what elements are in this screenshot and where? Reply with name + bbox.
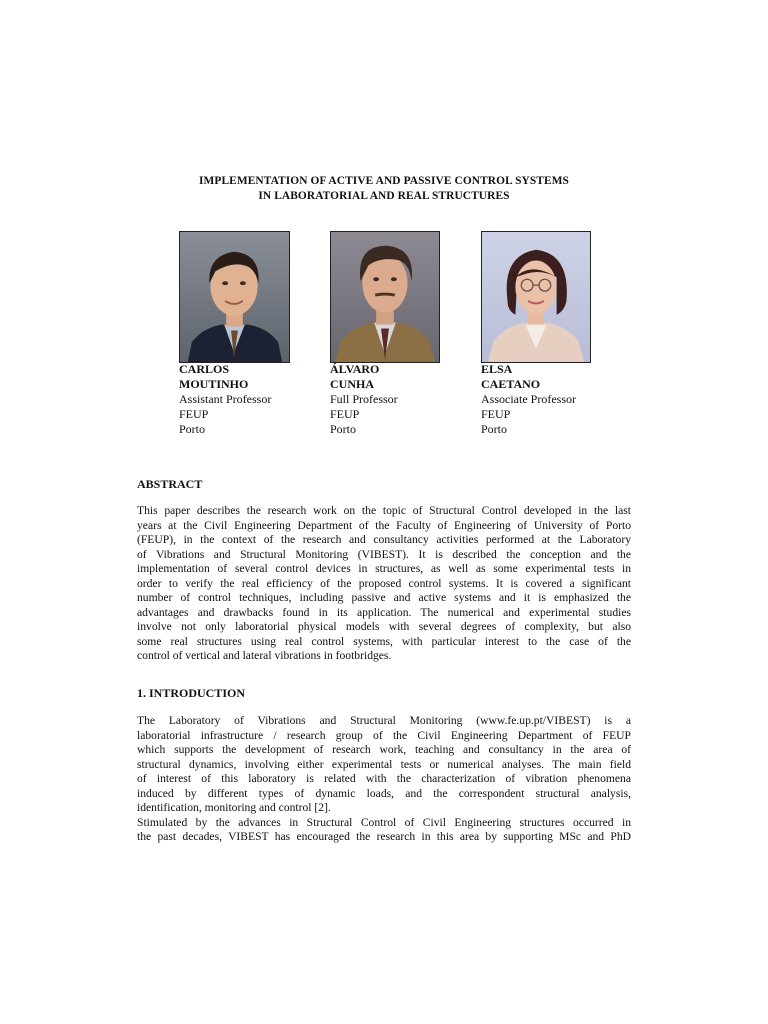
author-institution: FEUP <box>330 407 360 421</box>
author-institution: FEUP <box>179 407 209 421</box>
author-last-name: CAETANO <box>481 377 541 391</box>
introduction-line: structural dynamics, involving either experimental tests or numerical analyses. The main field <box>137 757 631 771</box>
author-photo-moutinho <box>179 231 290 363</box>
introduction-line: identification, monitoring and control [2]. <box>137 801 331 814</box>
author-first-name: CARLOS <box>179 362 230 376</box>
abstract-line: number of control techniques, including passive and active systems and it is emphasized the <box>137 591 631 604</box>
abstract-line: order to verify the real efficiency of the proposed control systems. It is covered a significant <box>137 576 631 590</box>
introduction-line: laboratorial infrastructure / research group of the Civil Engineering Department of FEUP <box>137 728 631 742</box>
author-last-name: CUNHA <box>330 377 374 391</box>
abstract-paragraph <box>137 504 631 664</box>
author-first-name: ELSA <box>481 362 513 376</box>
author-city: Porto <box>481 422 508 436</box>
title-line-2: IN LABORATORIAL AND REAL STRUCTURES <box>258 190 510 202</box>
abstract-line: (FEUP), in the context of the research and consultancy activities performed at the Laboratory <box>137 533 631 546</box>
abstract-line: control of vertical and lateral vibrations in footbridges. <box>137 649 392 662</box>
introduction-heading: 1. INTRODUCTION <box>137 686 246 700</box>
abstract-line: This paper describes the research work on the topic of Structural Control developed in the last <box>137 504 631 517</box>
abstract-line: years at the Civil Engineering Department of the Faculty of Engineering of University of Porto <box>137 518 631 532</box>
abstract-heading: ABSTRACT <box>137 477 203 491</box>
author-block-2 <box>330 362 470 437</box>
author-institution: FEUP <box>481 407 511 421</box>
author-first-name: ÁLVARO <box>330 362 380 376</box>
abstract-line: advantages and drawbacks found in its application. The numerical and experimental studies <box>137 605 631 619</box>
title-line-1: IMPLEMENTATION OF ACTIVE AND PASSIVE CONTROL SYSTEMS <box>199 175 569 187</box>
author-block-1 <box>179 362 319 437</box>
author-position: Assistant Professor <box>179 392 272 406</box>
author-city: Porto <box>179 422 206 436</box>
author-block-3 <box>481 362 621 437</box>
author-last-name: MOUTINHO <box>179 377 249 391</box>
introduction-line: The Laboratory of Vibrations and Structural Monitoring (www.fe.up.pt/VIBEST) is a <box>137 714 631 727</box>
introduction-line: induced by different types of dynamic loads, and the correspondent structural analysis, <box>137 786 631 800</box>
introduction-paragraph <box>137 714 631 845</box>
introduction-line: which supports the development of research work, teaching and consultancy in the area of <box>137 743 631 756</box>
abstract-line: some real structures using real control systems, with particular interest to the case of the <box>137 634 631 648</box>
abstract-line: involve not only laboratorial physical models with several degrees of complexity, but also <box>137 620 631 633</box>
author-photo-cunha <box>330 231 440 363</box>
author-city: Porto <box>330 422 357 436</box>
author-photo-caetano <box>481 231 591 363</box>
abstract-line: of Vibrations and Structural Monitoring (VIBEST). It is described the conception and the <box>137 547 631 561</box>
introduction-line: of interest of this laboratory is related with the characterization of vibration phenomena <box>137 772 631 785</box>
author-position: Associate Professor <box>481 392 576 406</box>
introduction-line: Stimulated by the advances in Structural Control of Civil Engineering structures occurred in <box>137 815 631 829</box>
author-position: Full Professor <box>330 392 398 406</box>
paper-title <box>0 174 768 204</box>
introduction-line: the past decades, VIBEST has encouraged the research in this area by supporting MSc and PhD <box>137 830 631 843</box>
abstract-line: implementation of several control devices in structures, as well as some experimental tests in <box>137 562 631 575</box>
